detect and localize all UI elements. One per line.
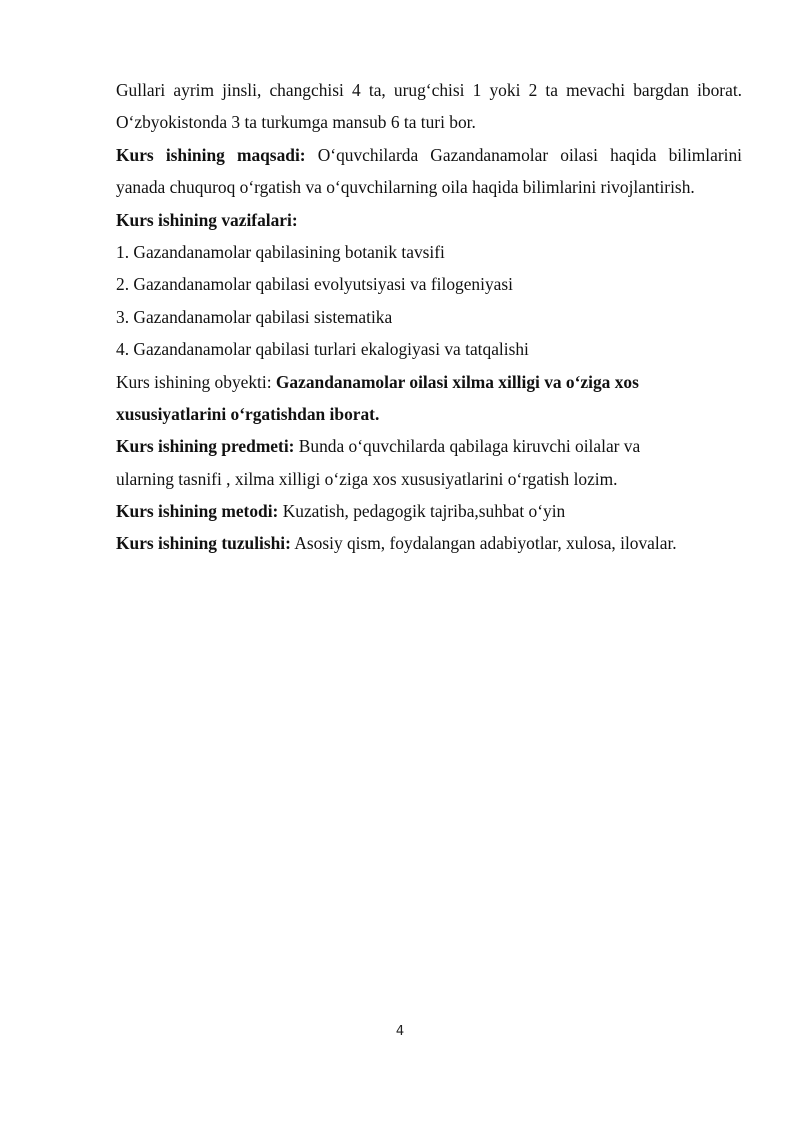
metod-line [116, 495, 742, 527]
tuzulish-label: Kurs ishining tuzulishi: [116, 533, 291, 554]
vazifa-item-4: 4. Gazandanamolar qabilasi turlari ekalogiyasi va tatqalishi [116, 339, 529, 360]
obyekt-line-1 [116, 366, 742, 398]
vazifalar-label: Kurs ishining vazifalari: [116, 209, 298, 230]
vazifa-item-3: 3. Gazandanamolar qabilasi sistematika [116, 306, 393, 327]
predmet-label: Kurs ishining predmeti: [116, 436, 295, 457]
maqsad-label: Kurs ishining maqsadi: [116, 144, 306, 165]
obyekt-line-2: xususiyatlarini o‘rgatishdan iborat. [116, 403, 380, 424]
vazifa-item-1: 1. Gazandanamolar qabilasining botanik tavsifi [116, 241, 445, 262]
metod-label: Kurs ishining metodi: [116, 501, 279, 522]
maqsad-text-1: O‘quvchilarda Gazandanamolar oilasi haqida bilimlarini [305, 144, 743, 165]
predmet-line-2: ularning tasnifi , xilma xilligi o‘ziga xos xususiyatlarini o‘rgatish lozim. [116, 468, 618, 489]
metod-text: Kuzatish, pedagogik tajriba,suhbat o‘yin [278, 501, 566, 522]
predmet-line-1 [116, 430, 742, 462]
tuzulish-line [116, 527, 742, 559]
obyekt-label: Kurs ishining obyekti: [116, 371, 276, 392]
page-number: 4 [395, 1024, 405, 1039]
paragraph-line-2: O‘zbyokistonda 3 ta turkumga mansub 6 ta turi bor. [116, 112, 476, 133]
maqsad-line-2: yanada chuquroq o‘rgatish va o‘quvchilarning oila haqida bilimlarini rivojlantirish. [116, 177, 695, 198]
paragraph-line-1: Gullari ayrim jinsli, changchisi 4 ta, urug‘chisi 1 yoki 2 ta mevachi bargdan iborat. [116, 80, 742, 100]
tuzulish-text: Asosiy qism, foydalangan adabiyotlar, xulosa, ilovalar. [290, 533, 677, 554]
obyekt-text-1: Gazandanamolar oilasi xilma xilligi va o‘ziga xos [275, 371, 639, 392]
vazifa-item-2: 2. Gazandanamolar qabilasi evolyutsiyasi va filogeniyasi [116, 274, 513, 295]
predmet-text-1: Bunda o‘quvchilarda qabilaga kiruvchi oilalar va [294, 436, 641, 457]
maqsad-line-1 [116, 139, 742, 171]
document-body [116, 74, 742, 560]
